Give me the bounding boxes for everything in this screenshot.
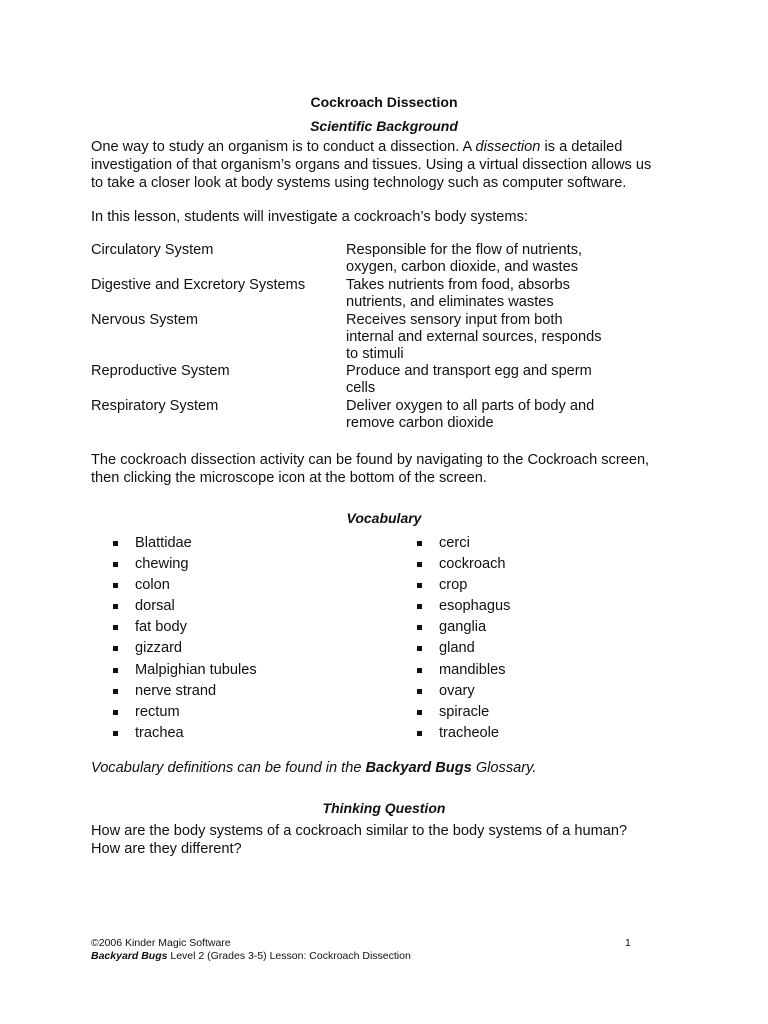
system-name: Nervous System	[91, 312, 199, 328]
dissection-emphasis: dissection	[475, 139, 541, 155]
system-name: Reproductive System	[91, 363, 230, 379]
vocab-term: nerve strand	[135, 682, 217, 699]
bullet-icon	[113, 731, 118, 736]
bullet-icon	[417, 731, 422, 736]
bullet-icon	[113, 689, 118, 694]
bullet-icon	[113, 583, 118, 588]
vocab-term: tracheole	[439, 724, 500, 741]
footer-lesson-info	[91, 950, 411, 963]
intro-line-3: to take a closer look at body systems using technology such as computer software.	[91, 175, 627, 191]
system-description	[346, 398, 594, 432]
bullet-icon	[417, 646, 422, 651]
glossary-text: Glossary.	[471, 760, 537, 776]
vocab-item	[113, 661, 257, 682]
vocab-item	[417, 682, 510, 703]
activity-line-1: The cockroach dissection activity can be found by navigating to the Cockroach screen,	[91, 452, 650, 468]
vocab-item	[113, 703, 257, 724]
vocab-item	[417, 639, 510, 660]
footer-page-number: 1	[625, 937, 631, 949]
vocab-item	[417, 597, 510, 618]
desc-line: oxygen, carbon dioxide, and wastes	[346, 259, 579, 275]
vocab-term: cerci	[439, 535, 470, 551]
bullet-icon	[113, 625, 118, 630]
intro-paragraph	[91, 138, 691, 192]
intro-text: is a detailed	[540, 139, 623, 155]
section-heading-scientific-background: Scientific Background	[310, 118, 458, 134]
footer-product-name: Backyard Bugs	[91, 950, 168, 962]
bullet-icon	[417, 604, 422, 609]
system-name: Digestive and Excretory Systems	[91, 277, 306, 293]
vocab-term: trachea	[135, 724, 184, 741]
vocab-item	[417, 555, 510, 576]
thinking-line-2: How are they different?	[91, 841, 242, 857]
vocabulary-heading: Vocabulary	[346, 510, 422, 526]
footer-copyright: ©2006 Kinder Magic Software	[91, 937, 231, 949]
desc-line: Produce and transport egg and sperm	[346, 363, 592, 379]
lesson-intro: In this lesson, students will investigate a cockroach’s body systems:	[91, 209, 528, 225]
desc-line: Takes nutrients from food, absorbs	[346, 277, 570, 293]
vocab-term: cockroach	[439, 556, 506, 573]
bullet-icon	[113, 604, 118, 609]
vocab-term: ganglia	[439, 619, 487, 636]
bullet-icon	[113, 646, 118, 651]
system-description	[346, 277, 570, 311]
document-title: Cockroach Dissection	[310, 94, 458, 110]
vocab-term: gizzard	[135, 640, 183, 657]
vocab-term: Malpighian tubules	[135, 661, 257, 678]
vocab-item	[113, 618, 257, 639]
thinking-question-heading: Thinking Question	[322, 800, 446, 816]
vocab-item	[417, 703, 510, 724]
vocab-item	[417, 618, 510, 639]
desc-line: Receives sensory input from both	[346, 312, 563, 328]
vocab-item	[417, 661, 510, 682]
vocab-term: spiracle	[439, 703, 490, 720]
bullet-icon	[113, 710, 118, 715]
vocab-term: esophagus	[439, 598, 511, 615]
vocab-item	[113, 639, 257, 660]
vocab-term: crop	[439, 577, 468, 594]
glossary-note	[91, 759, 536, 777]
footer-lesson-text: Level 2 (Grades 3-5) Lesson: Cockroach Dissection	[167, 950, 411, 962]
bullet-icon	[113, 541, 118, 546]
vocab-item	[417, 576, 510, 597]
system-description	[346, 312, 602, 363]
desc-line: cells	[346, 380, 376, 396]
bullet-icon	[113, 668, 118, 673]
vocab-item	[113, 724, 257, 745]
thinking-line-1: How are the body systems of a cockroach similar to the body systems of a human?	[91, 823, 628, 839]
system-name: Respiratory System	[91, 398, 219, 414]
vocab-term: colon	[135, 577, 170, 594]
intro-text: One way to study an organism is to conduct a dissection. A	[91, 139, 476, 155]
bullet-icon	[417, 689, 422, 694]
desc-line: Deliver oxygen to all parts of body and	[346, 398, 595, 414]
desc-line: remove carbon dioxide	[346, 415, 494, 431]
vocab-term: dorsal	[135, 598, 175, 615]
vocab-term: gland	[439, 640, 475, 657]
vocabulary-list-left	[113, 534, 257, 745]
bullet-icon	[417, 710, 422, 715]
desc-line: to stimuli	[346, 346, 404, 362]
vocabulary-list-right	[417, 534, 510, 745]
system-description	[346, 242, 582, 276]
vocab-item	[113, 682, 257, 703]
desc-line: Responsible for the flow of nutrients,	[346, 242, 583, 258]
bullet-icon	[417, 583, 422, 588]
bullet-icon	[417, 625, 422, 630]
bullet-icon	[417, 541, 422, 546]
intro-line-1	[91, 138, 691, 156]
thinking-question-text	[91, 822, 627, 858]
vocab-term: chewing	[135, 556, 189, 573]
vocab-term: rectum	[135, 703, 180, 720]
glossary-text: Vocabulary definitions can be found in the	[91, 760, 366, 776]
backyard-bugs-emphasis: Backyard Bugs	[365, 760, 472, 776]
bullet-icon	[113, 562, 118, 567]
bullet-icon	[417, 562, 422, 567]
activity-paragraph	[91, 451, 691, 487]
system-description	[346, 363, 592, 397]
system-name: Circulatory System	[91, 242, 214, 258]
vocab-item	[113, 576, 257, 597]
activity-line-2: then clicking the microscope icon at the bottom of the screen.	[91, 470, 487, 486]
desc-line: internal and external sources, responds	[346, 329, 602, 345]
vocab-item	[113, 597, 257, 618]
intro-line-2: investigation of that organism’s organs and tissues. Using a virtual dissection allows us	[91, 157, 652, 173]
vocab-term: ovary	[439, 682, 475, 699]
vocab-item	[113, 534, 257, 555]
vocab-item	[113, 555, 257, 576]
vocab-term: mandibles	[439, 661, 506, 678]
bullet-icon	[417, 668, 422, 673]
vocab-item	[417, 534, 510, 555]
vocab-term: Blattidae	[135, 535, 192, 551]
vocab-term: fat body	[135, 619, 187, 636]
vocab-item	[417, 724, 510, 745]
desc-line: nutrients, and eliminates wastes	[346, 294, 554, 310]
